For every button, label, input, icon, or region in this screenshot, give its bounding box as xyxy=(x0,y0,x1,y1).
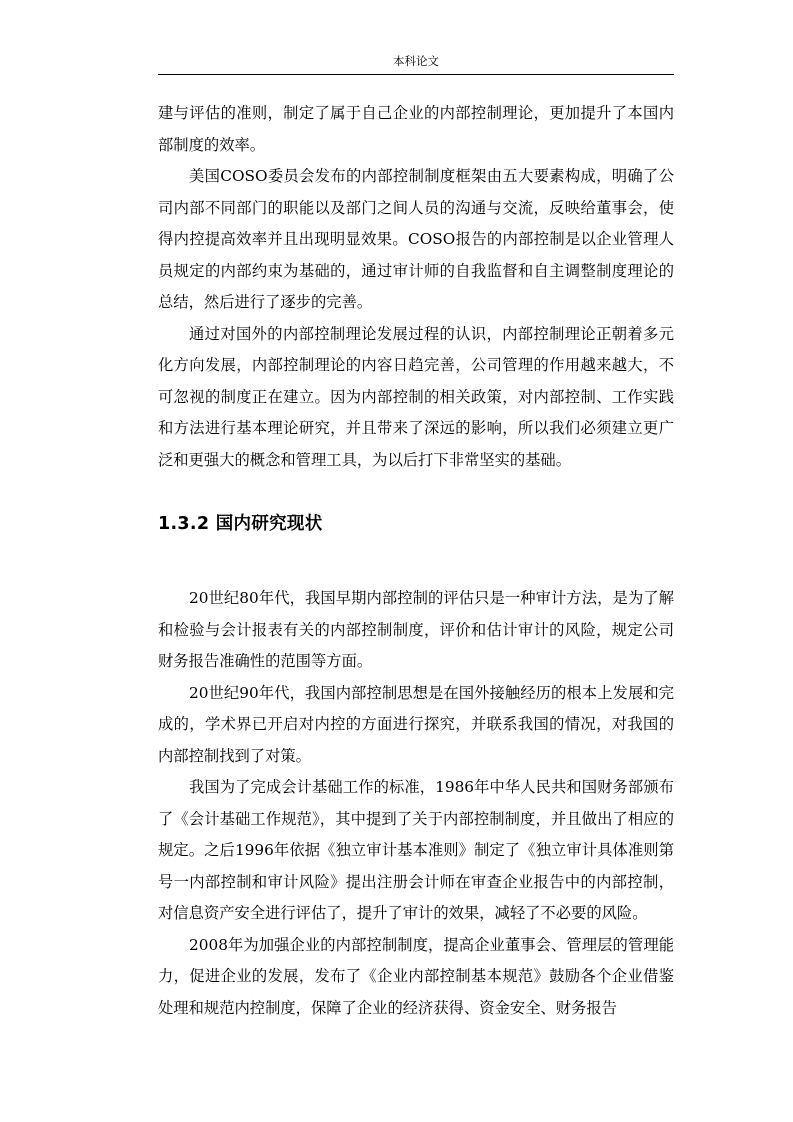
paragraph: 我国为了完成会计基础工作的标准，1986年中华人民共和国财务部颁布了《会计基础工作规范》，其中提到了关于内部控制制度，并且做出了相应的规定。之后1996年依据《独立审计基本准则》制定了《独立审计具体准则第号一内部控制和审计风险》提出注册会计师在审查企业报告中的内部控制，对信息资产安全进行评估了，提升了审计的效果，减轻了不必要的风险。 xyxy=(158,778,674,922)
paragraph: 通过对国外的内部控制理论发展过程的认识，内部控制理论正朝着多元化方向发展，内部控制理论的内容日趋完善，公司管理的作用越来越大，不可忽视的制度正在建立。因为内部控制的相关政策，对内部控制、工作实践和方法进行基本理论研究，并且带来了深远的影响，所以我们必须建立更广泛和更强大的概念和管理工具，为以后打下非常坚实的基础。 xyxy=(158,324,674,469)
paragraph: 建与评估的准则，制定了属于自己企业的内部控制理论，更加提升了本国内部制度的效率。 xyxy=(158,104,674,154)
header-title: 本科论文 xyxy=(393,54,439,68)
document-body xyxy=(158,98,674,1024)
paragraph: 2008年为加强企业的内部控制制度，提高企业董事会、管理层的管理能力，促进企业的发展，发布了《企业内部控制基本规范》鼓励各个企业借鉴处理和规范内控制度，保障了企业的经济获得、资金安全、财务报告 xyxy=(158,935,674,1017)
paragraph: 美国COSO委员会发布的内部控制制度框架由五大要素构成，明确了公司内部不同部门的职能以及部门之间人员的沟通与交流，反映给董事会，使得内控提高效率并且出现明显效果。COSO报告的内部控制是以企业管理人员规定的内部约束为基础的，通过审计师的自我监督和自主调整制度理论的总结，然后进行了逐步的完善。 xyxy=(158,167,674,311)
paragraph: 20世纪90年代，我国内部控制思想是在国外接触经历的根本上发展和完成的，学术界已开启对内控的方面进行探究，并联系我国的情况，对我国的内部控制找到了对策。 xyxy=(158,683,674,765)
section-heading: 1.3.2 国内研究现状 xyxy=(158,514,323,534)
page-header xyxy=(158,52,674,75)
paragraph: 20世纪80年代，我国早期内部控制的评估只是一种审计方法，是为了解和检验与会计报表有关的内部控制制度，评价和估计审计的风险，规定公司财务报告准确性的范围等方面。 xyxy=(158,589,674,670)
